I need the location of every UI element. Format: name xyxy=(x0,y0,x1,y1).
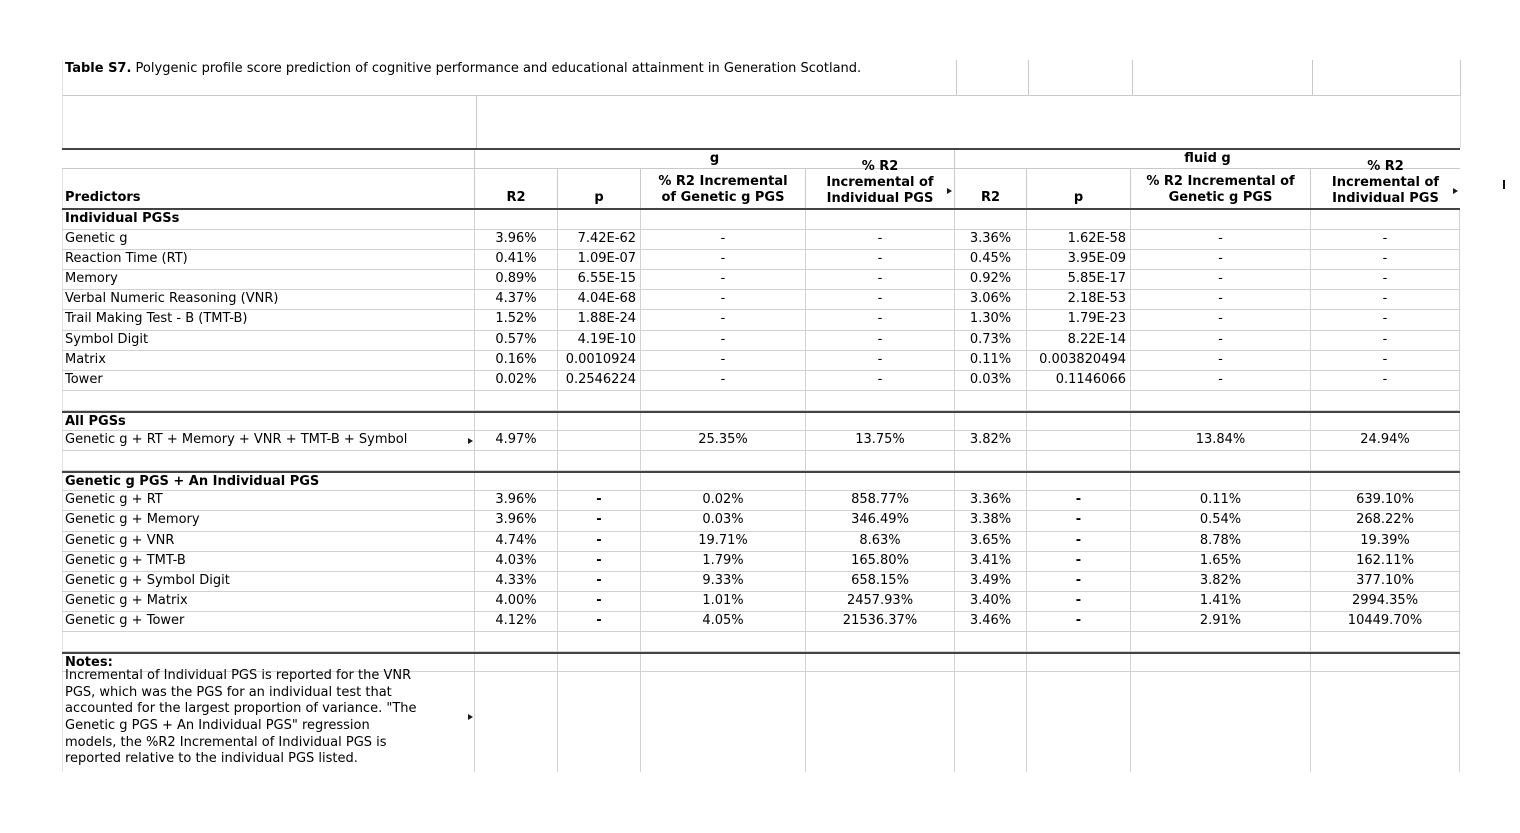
value-cell[interactable]: - xyxy=(1131,371,1311,390)
predictor-cell[interactable]: Matrix xyxy=(62,351,475,370)
value-cell[interactable]: 5.85E-17 xyxy=(1027,270,1131,289)
value-cell[interactable]: - xyxy=(806,290,955,309)
value-cell[interactable] xyxy=(1027,413,1131,430)
value-cell[interactable] xyxy=(475,473,558,490)
value-cell[interactable]: - xyxy=(1311,270,1460,289)
table-row xyxy=(62,572,1460,592)
value-cell[interactable]: - xyxy=(806,250,955,269)
value-cell[interactable] xyxy=(475,210,558,229)
value-cell[interactable]: 3.96% xyxy=(475,511,558,530)
value-cell[interactable]: 0.0010924 xyxy=(558,351,641,370)
predictor-cell[interactable]: Tower xyxy=(62,371,475,390)
value-cell[interactable] xyxy=(806,654,955,671)
value-cell[interactable]: - xyxy=(558,552,641,571)
table-row xyxy=(62,511,1460,531)
value-cell[interactable]: - xyxy=(1131,290,1311,309)
notes-block xyxy=(62,668,1460,772)
value-cell[interactable] xyxy=(955,210,1027,229)
value-cell[interactable]: 1.01% xyxy=(641,592,806,611)
value-cell[interactable]: - xyxy=(1131,310,1311,329)
value-cell[interactable] xyxy=(1027,210,1131,229)
value-cell[interactable]: - xyxy=(641,331,806,350)
value-cell[interactable]: 3.46% xyxy=(955,612,1027,631)
value-cell[interactable]: 10449.70% xyxy=(1311,612,1460,631)
value-cell[interactable] xyxy=(1311,451,1460,470)
value-cell[interactable]: 4.19E-10 xyxy=(558,331,641,350)
column-header-label: % R2 Incremental of Individual PGS xyxy=(826,159,934,206)
value-cell[interactable]: 1.41% xyxy=(1131,592,1311,611)
value-cell[interactable]: - xyxy=(1311,230,1460,249)
value-cell[interactable] xyxy=(806,391,955,410)
value-cell[interactable]: 1.62E-58 xyxy=(1027,230,1131,249)
value-cell[interactable] xyxy=(1311,391,1460,410)
blank-row xyxy=(62,391,1460,411)
column-header-p[interactable] xyxy=(558,169,641,208)
gridline xyxy=(1132,60,1133,96)
text-clipped-arrow-icon xyxy=(947,188,952,194)
gridline xyxy=(1028,60,1029,96)
value-cell[interactable]: - xyxy=(1027,592,1131,611)
value-cell[interactable] xyxy=(475,632,558,651)
value-cell[interactable]: 7.42E-62 xyxy=(558,230,641,249)
table-row xyxy=(62,592,1460,612)
spreadsheet-grid xyxy=(62,60,1460,772)
value-cell[interactable] xyxy=(1311,210,1460,229)
empty-cell[interactable] xyxy=(955,672,1027,772)
value-cell[interactable] xyxy=(1131,391,1311,410)
predictor-cell[interactable]: Genetic g + Tower xyxy=(62,612,475,631)
predictor-cell[interactable]: Genetic g xyxy=(62,230,475,249)
value-cell[interactable] xyxy=(641,654,806,671)
value-cell[interactable]: - xyxy=(1311,331,1460,350)
value-cell[interactable]: - xyxy=(1027,511,1131,530)
value-cell[interactable] xyxy=(1131,632,1311,651)
value-cell[interactable]: 1.09E-07 xyxy=(558,250,641,269)
value-cell[interactable]: - xyxy=(558,511,641,530)
value-cell[interactable]: 4.04E-68 xyxy=(558,290,641,309)
table-row xyxy=(62,310,1460,330)
empty-cell[interactable] xyxy=(806,672,955,772)
value-cell[interactable]: 3.06% xyxy=(955,290,1027,309)
value-cell[interactable]: - xyxy=(806,310,955,329)
value-cell[interactable]: - xyxy=(1131,270,1311,289)
value-cell[interactable]: 25.35% xyxy=(641,431,806,450)
value-cell[interactable]: 0.02% xyxy=(641,491,806,510)
value-cell[interactable]: 3.82% xyxy=(1131,572,1311,591)
value-cell[interactable]: 0.73% xyxy=(955,331,1027,350)
value-cell[interactable]: - xyxy=(1131,351,1311,370)
value-cell[interactable]: - xyxy=(1027,552,1131,571)
gridline xyxy=(1460,60,1461,96)
value-cell[interactable]: 0.54% xyxy=(1131,511,1311,530)
table-title-number: Table S7. xyxy=(65,61,132,76)
value-cell[interactable]: 1.79E-23 xyxy=(1027,310,1131,329)
predictor-cell[interactable]: Symbol Digit xyxy=(62,331,475,350)
value-cell[interactable]: - xyxy=(1311,310,1460,329)
value-cell[interactable]: 2.18E-53 xyxy=(1027,290,1131,309)
value-cell[interactable]: 19.39% xyxy=(1311,532,1460,551)
predictor-cell[interactable]: Genetic g + VNR xyxy=(62,532,475,551)
gridline xyxy=(476,96,477,148)
empty-cell[interactable] xyxy=(1131,672,1311,772)
value-cell[interactable]: 4.74% xyxy=(475,532,558,551)
clipped-next-column-mark xyxy=(1503,180,1505,189)
value-cell[interactable]: 3.36% xyxy=(955,491,1027,510)
value-cell[interactable]: 3.82% xyxy=(955,431,1027,450)
predictor-cell[interactable] xyxy=(62,451,475,470)
value-cell[interactable]: - xyxy=(1311,351,1460,370)
value-cell[interactable]: 3.95E-09 xyxy=(1027,250,1131,269)
value-cell[interactable] xyxy=(955,451,1027,470)
text-clipped-arrow-icon xyxy=(1453,188,1458,194)
predictor-cell[interactable] xyxy=(62,632,475,651)
notes-text-cell[interactable] xyxy=(62,668,475,772)
value-cell[interactable]: - xyxy=(1131,250,1311,269)
empty-row[interactable] xyxy=(62,96,1460,148)
value-cell[interactable]: 658.15% xyxy=(806,572,955,591)
empty-cell[interactable] xyxy=(1027,672,1131,772)
column-header--r2-incremental-of-genetic-g-pgs[interactable] xyxy=(641,169,806,208)
column-header-predictors[interactable] xyxy=(62,169,475,208)
blank-row xyxy=(62,451,1460,471)
predictor-cell[interactable]: Genetic g + Memory xyxy=(62,511,475,530)
column-header--r2-incremental-of-genetic-g-pgs[interactable] xyxy=(1131,169,1311,208)
value-cell[interactable] xyxy=(1131,413,1311,430)
empty-cell[interactable] xyxy=(558,672,641,772)
value-cell[interactable]: 165.80% xyxy=(806,552,955,571)
predictor-cell[interactable]: Notes: xyxy=(62,654,475,671)
value-cell[interactable]: - xyxy=(1131,230,1311,249)
table-row xyxy=(62,431,1460,451)
predictor-cell[interactable]: Genetic g PGS + An Individual PGS xyxy=(62,473,475,490)
table-body xyxy=(62,210,1460,672)
value-cell[interactable]: 4.33% xyxy=(475,572,558,591)
value-cell[interactable]: - xyxy=(641,290,806,309)
value-cell[interactable]: 9.33% xyxy=(641,572,806,591)
value-cell[interactable]: - xyxy=(641,351,806,370)
value-cell[interactable]: 0.57% xyxy=(475,331,558,350)
value-cell[interactable] xyxy=(1027,473,1131,490)
predictor-cell[interactable]: All PGSs xyxy=(62,413,475,430)
value-cell[interactable]: 3.41% xyxy=(955,552,1027,571)
value-cell[interactable] xyxy=(558,632,641,651)
notes-text: Incremental of Individual PGS is reported for the VNR PGS, which was the PGS for an individual test that accounted for the largest proportion of variance. "The Genetic g PGS + An Individual PGS" regression models, the %R2 Incremental of Individual PGS is reported relative to the individual PGS listed. xyxy=(65,668,417,767)
predictor-cell[interactable] xyxy=(62,391,475,410)
empty-cell[interactable] xyxy=(641,672,806,772)
value-cell[interactable] xyxy=(955,473,1027,490)
value-cell[interactable]: 3.49% xyxy=(955,572,1027,591)
value-cell[interactable]: 0.11% xyxy=(955,351,1027,370)
value-cell[interactable] xyxy=(806,473,955,490)
value-cell[interactable]: - xyxy=(806,371,955,390)
gridline xyxy=(1312,60,1313,96)
value-cell[interactable] xyxy=(1131,210,1311,229)
value-cell[interactable]: 3.40% xyxy=(955,592,1027,611)
gridline xyxy=(1460,96,1461,148)
value-cell[interactable] xyxy=(955,654,1027,671)
column-header-label: % R2 Incremental of Genetic g PGS xyxy=(1146,174,1295,205)
group-header-row xyxy=(62,148,1460,169)
value-cell[interactable] xyxy=(641,473,806,490)
table-row xyxy=(62,230,1460,250)
value-cell[interactable]: 3.96% xyxy=(475,230,558,249)
table-title-text: Polygenic profile score prediction of cognitive performance and educational attainment in Generation Scotland. xyxy=(131,61,862,76)
column-header--r2-incremental-of-individual-pgs[interactable] xyxy=(1311,159,1460,208)
value-cell[interactable]: - xyxy=(806,331,955,350)
value-cell[interactable] xyxy=(558,431,641,450)
value-cell[interactable] xyxy=(558,391,641,410)
value-cell[interactable] xyxy=(558,451,641,470)
value-cell[interactable]: 0.16% xyxy=(475,351,558,370)
table-row xyxy=(62,491,1460,511)
value-cell[interactable] xyxy=(955,391,1027,410)
value-cell[interactable] xyxy=(806,413,955,430)
value-cell[interactable]: 377.10% xyxy=(1311,572,1460,591)
predictor-cell[interactable]: Individual PGSs xyxy=(62,210,475,229)
value-cell[interactable]: 639.10% xyxy=(1311,491,1460,510)
predictor-cell[interactable]: Genetic g + RT + Memory + VNR + TMT-B + Symbol xyxy=(62,431,475,450)
value-cell[interactable]: - xyxy=(558,612,641,631)
value-cell[interactable] xyxy=(558,654,641,671)
predictor-cell[interactable]: Genetic g + Symbol Digit xyxy=(62,572,475,591)
value-cell[interactable]: - xyxy=(558,572,641,591)
column-header-label: Predictors xyxy=(65,190,141,205)
column-header-r2[interactable] xyxy=(475,169,558,208)
table-title xyxy=(65,61,861,78)
value-cell[interactable] xyxy=(475,451,558,470)
value-cell[interactable]: - xyxy=(1311,371,1460,390)
value-cell[interactable]: - xyxy=(558,491,641,510)
value-cell[interactable] xyxy=(1027,632,1131,651)
table-row xyxy=(62,552,1460,572)
value-cell[interactable]: 1.52% xyxy=(475,310,558,329)
value-cell[interactable]: 1.88E-24 xyxy=(558,310,641,329)
value-cell[interactable] xyxy=(806,451,955,470)
value-cell[interactable]: 0.1146066 xyxy=(1027,371,1131,390)
value-cell[interactable]: 3.38% xyxy=(955,511,1027,530)
value-cell[interactable]: - xyxy=(641,310,806,329)
group-header-g[interactable]: g xyxy=(475,150,955,168)
section-row xyxy=(62,411,1460,431)
value-cell[interactable]: 0.89% xyxy=(475,270,558,289)
value-cell[interactable]: 2457.93% xyxy=(806,592,955,611)
value-cell[interactable]: 4.37% xyxy=(475,290,558,309)
value-cell[interactable]: 0.2546224 xyxy=(558,371,641,390)
column-header-label: R2 xyxy=(506,190,526,205)
value-cell[interactable]: 0.45% xyxy=(955,250,1027,269)
value-cell[interactable]: 4.00% xyxy=(475,592,558,611)
value-cell[interactable]: 2.91% xyxy=(1131,612,1311,631)
value-cell[interactable]: 858.77% xyxy=(806,491,955,510)
value-cell[interactable] xyxy=(641,632,806,651)
value-cell[interactable]: - xyxy=(806,351,955,370)
column-header-label: p xyxy=(594,190,604,205)
predictor-cell[interactable]: Memory xyxy=(62,270,475,289)
predictor-cell[interactable]: Genetic g + RT xyxy=(62,491,475,510)
value-cell[interactable]: 3.65% xyxy=(955,532,1027,551)
column-header-p[interactable] xyxy=(1027,169,1131,208)
value-cell[interactable] xyxy=(558,473,641,490)
table-row xyxy=(62,270,1460,290)
value-cell[interactable] xyxy=(475,413,558,430)
value-cell[interactable]: 4.05% xyxy=(641,612,806,631)
text-clipped-arrow-icon xyxy=(468,438,473,444)
value-cell[interactable] xyxy=(641,451,806,470)
value-cell[interactable] xyxy=(1311,632,1460,651)
value-cell[interactable]: 4.03% xyxy=(475,552,558,571)
gridline xyxy=(956,60,957,96)
value-cell[interactable] xyxy=(641,391,806,410)
value-cell[interactable]: - xyxy=(641,270,806,289)
value-cell[interactable] xyxy=(806,632,955,651)
table-row xyxy=(62,371,1460,391)
table-row xyxy=(62,250,1460,270)
table-row xyxy=(62,331,1460,351)
value-cell[interactable]: 1.79% xyxy=(641,552,806,571)
column-header-r2[interactable] xyxy=(955,169,1027,208)
value-cell[interactable]: 0.41% xyxy=(475,250,558,269)
value-cell[interactable]: 0.003820494 xyxy=(1027,351,1131,370)
value-cell[interactable]: 0.03% xyxy=(641,511,806,530)
value-cell[interactable]: 0.92% xyxy=(955,270,1027,289)
predictor-cell[interactable]: Genetic g + TMT-B xyxy=(62,552,475,571)
value-cell[interactable]: - xyxy=(558,532,641,551)
value-cell[interactable]: - xyxy=(806,230,955,249)
section-row xyxy=(62,210,1460,230)
value-cell[interactable] xyxy=(955,413,1027,430)
value-cell[interactable]: - xyxy=(1311,290,1460,309)
value-cell[interactable]: 0.02% xyxy=(475,371,558,390)
text-clipped-arrow-icon xyxy=(468,714,473,720)
value-cell[interactable]: - xyxy=(1027,532,1131,551)
value-cell[interactable]: - xyxy=(1027,612,1131,631)
value-cell[interactable] xyxy=(475,391,558,410)
value-cell[interactable] xyxy=(1311,654,1460,671)
column-header-label: % R2 Incremental of Genetic g PGS xyxy=(658,174,788,205)
value-cell[interactable]: 268.22% xyxy=(1311,511,1460,530)
title-cell-row[interactable] xyxy=(62,60,1460,96)
value-cell[interactable]: 3.36% xyxy=(955,230,1027,249)
value-cell[interactable]: - xyxy=(1311,250,1460,269)
blank-row xyxy=(62,632,1460,652)
value-cell[interactable] xyxy=(641,210,806,229)
value-cell[interactable]: 346.49% xyxy=(806,511,955,530)
table-row xyxy=(62,612,1460,632)
value-cell[interactable]: 19.71% xyxy=(641,532,806,551)
value-cell[interactable] xyxy=(806,210,955,229)
value-cell[interactable]: 0.11% xyxy=(1131,491,1311,510)
predictor-cell[interactable]: Reaction Time (RT) xyxy=(62,250,475,269)
value-cell[interactable] xyxy=(641,413,806,430)
value-cell[interactable] xyxy=(1027,451,1131,470)
table-row xyxy=(62,532,1460,552)
value-cell[interactable]: 162.11% xyxy=(1311,552,1460,571)
value-cell[interactable]: 24.94% xyxy=(1311,431,1460,450)
column-header--r2-incremental-of-individual-pgs[interactable] xyxy=(806,159,955,208)
table-row xyxy=(62,290,1460,310)
empty-cell[interactable] xyxy=(475,672,558,772)
value-cell[interactable] xyxy=(475,654,558,671)
value-cell[interactable] xyxy=(1131,451,1311,470)
value-cell[interactable]: 0.03% xyxy=(955,371,1027,390)
value-cell[interactable] xyxy=(558,413,641,430)
group-header-fluid-g[interactable]: fluid g xyxy=(1184,151,1231,166)
group-header-spacer[interactable] xyxy=(62,150,475,168)
value-cell[interactable]: 6.55E-15 xyxy=(558,270,641,289)
value-cell[interactable]: 21536.37% xyxy=(806,612,955,631)
empty-cell[interactable] xyxy=(1311,672,1460,772)
value-cell[interactable]: 3.96% xyxy=(475,491,558,510)
value-cell[interactable]: 8.63% xyxy=(806,532,955,551)
value-cell[interactable]: 13.84% xyxy=(1131,431,1311,450)
value-cell[interactable] xyxy=(1027,431,1131,450)
value-cell[interactable]: - xyxy=(641,371,806,390)
value-cell[interactable]: 8.22E-14 xyxy=(1027,331,1131,350)
value-cell[interactable] xyxy=(1311,413,1460,430)
value-cell[interactable]: 2994.35% xyxy=(1311,592,1460,611)
value-cell[interactable]: 8.78% xyxy=(1131,532,1311,551)
value-cell[interactable] xyxy=(955,632,1027,651)
predictor-cell[interactable]: Verbal Numeric Reasoning (VNR) xyxy=(62,290,475,309)
value-cell[interactable]: 13.75% xyxy=(806,431,955,450)
column-header-label: R2 xyxy=(980,190,1001,205)
value-cell[interactable]: 4.97% xyxy=(475,431,558,450)
value-cell[interactable]: 1.65% xyxy=(1131,552,1311,571)
value-cell[interactable] xyxy=(558,210,641,229)
value-cell[interactable]: - xyxy=(1131,331,1311,350)
value-cell[interactable]: 1.30% xyxy=(955,310,1027,329)
value-cell[interactable]: 4.12% xyxy=(475,612,558,631)
value-cell[interactable] xyxy=(1311,473,1460,490)
value-cell[interactable]: - xyxy=(1027,572,1131,591)
value-cell[interactable] xyxy=(1131,654,1311,671)
value-cell[interactable]: - xyxy=(1027,491,1131,510)
column-header-label: % R2 Incremental of Individual PGS xyxy=(1331,159,1440,206)
value-cell[interactable]: - xyxy=(558,592,641,611)
value-cell[interactable]: - xyxy=(641,250,806,269)
table-row xyxy=(62,351,1460,371)
section-row xyxy=(62,471,1460,491)
column-header-row xyxy=(62,159,1460,210)
value-cell[interactable]: - xyxy=(806,270,955,289)
value-cell[interactable] xyxy=(1027,391,1131,410)
predictor-cell[interactable]: Trail Making Test - B (TMT-B) xyxy=(62,310,475,329)
value-cell[interactable]: - xyxy=(641,230,806,249)
column-header-label: p xyxy=(1073,190,1084,205)
value-cell[interactable] xyxy=(1027,654,1131,671)
value-cell[interactable] xyxy=(1131,473,1311,490)
predictor-cell[interactable]: Genetic g + Matrix xyxy=(62,592,475,611)
